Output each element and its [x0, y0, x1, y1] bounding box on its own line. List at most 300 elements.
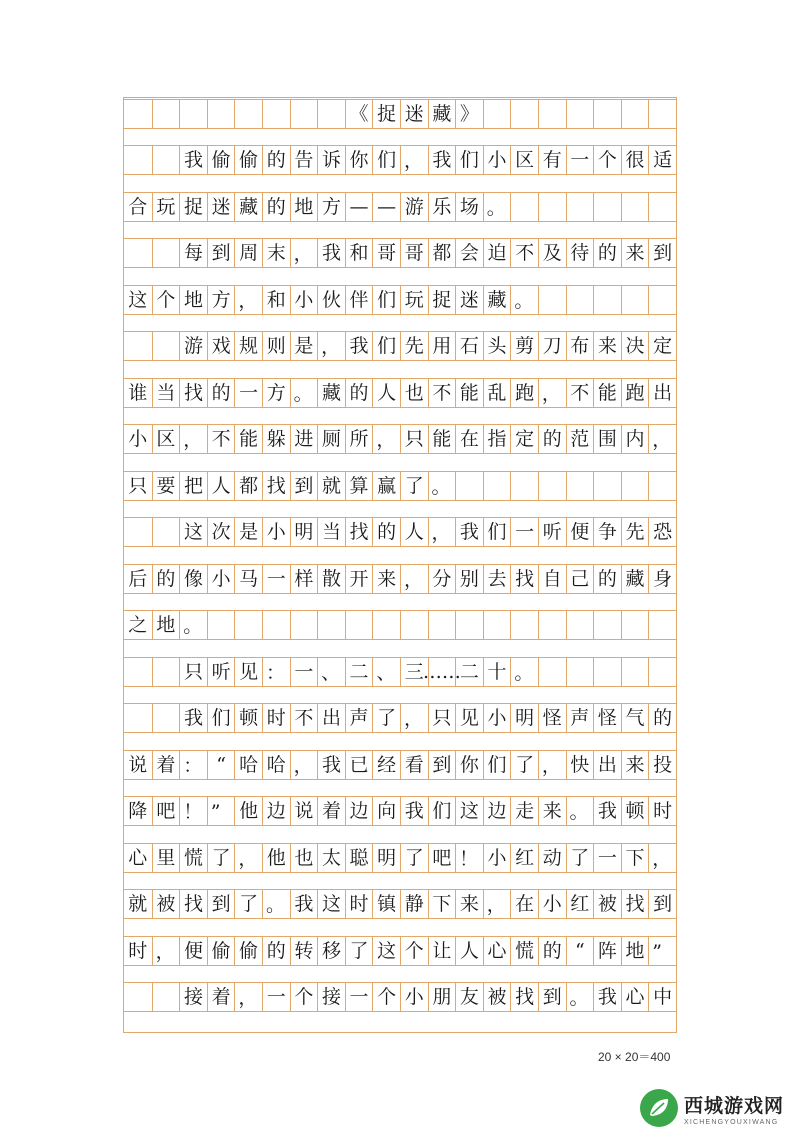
grid-cell: 被: [152, 890, 180, 918]
grid-cell: 了: [400, 472, 428, 500]
grid-cell: [207, 100, 235, 128]
grid-row: [124, 424, 676, 454]
grid-cell: “: [207, 751, 235, 779]
grid-cell: 指: [483, 425, 511, 453]
grid-cell: [428, 611, 456, 639]
grid-cell: 我: [179, 704, 207, 732]
grid-cell: 藏: [234, 193, 262, 221]
grid-cell: 转: [290, 937, 318, 965]
grid-cell: [152, 518, 180, 546]
grid-row: [124, 471, 676, 501]
grid-cell: 方: [317, 193, 345, 221]
grid-cell: 跑: [621, 379, 649, 407]
grid-cell: 合: [128, 195, 148, 218]
grid-cell: 乐: [428, 193, 456, 221]
grid-cell: 到: [428, 751, 456, 779]
grid-cell: 吧: [152, 797, 180, 825]
grid-cell: 定: [510, 425, 538, 453]
grid-cell: 只: [400, 425, 428, 453]
grid-cell: 说: [128, 753, 148, 776]
grid-cell: 来: [538, 797, 566, 825]
grid-cell: 次: [207, 518, 235, 546]
grid-cell: 静: [400, 890, 428, 918]
grid-cell: [124, 332, 152, 360]
grid-cell: [124, 100, 152, 128]
grid-cell: 哈: [262, 751, 290, 779]
grid-cell: [124, 146, 152, 174]
grid-cell: 也: [400, 379, 428, 407]
grid-cell: 偷: [207, 146, 235, 174]
grid-cell: 声: [345, 704, 373, 732]
grid-cell: 小: [483, 704, 511, 732]
grid-cell: 就: [317, 472, 345, 500]
grid-cell: 把: [179, 472, 207, 500]
grid-cell: 一: [290, 658, 318, 686]
grid-cell: [510, 193, 538, 221]
grid-cell: 明: [372, 844, 400, 872]
grid-cell: [621, 611, 649, 639]
grid-cell: [538, 193, 566, 221]
grid-cell: 慌: [510, 937, 538, 965]
grid-cell: [621, 193, 649, 221]
grid-cell: 地: [179, 286, 207, 314]
grid-cell: 了: [566, 844, 594, 872]
grid-cell: [207, 611, 235, 639]
grid-cell: 都: [428, 239, 456, 267]
grid-cell: 小: [262, 518, 290, 546]
grid-cell: [483, 472, 511, 500]
grid-cell: 告: [290, 146, 318, 174]
grid-cell: 样: [290, 565, 318, 593]
grid-cell: [593, 658, 621, 686]
grid-cell: 。: [483, 193, 511, 221]
grid-cell: 的: [262, 146, 290, 174]
grid-cell: 便: [179, 937, 207, 965]
grid-cell: [566, 100, 594, 128]
grid-cell: ，: [648, 844, 676, 872]
grid-row: [124, 936, 676, 966]
grid-row: [124, 889, 676, 919]
grid-cell: 们: [455, 146, 483, 174]
grid-cell: 《: [345, 100, 373, 128]
grid-cell: [538, 100, 566, 128]
grid-cell: 一: [234, 379, 262, 407]
grid-cell: 们: [483, 518, 511, 546]
grid-cell: 、: [317, 658, 345, 686]
grid-cell: 快: [566, 751, 594, 779]
grid-cell: [593, 611, 621, 639]
grid-cell: 方: [207, 286, 235, 314]
grid-cell: ，: [234, 983, 262, 1011]
grid-cell: 他: [234, 797, 262, 825]
grid-cell: ，: [317, 332, 345, 360]
grid-cell: [648, 286, 676, 314]
grid-cell: 个: [290, 983, 318, 1011]
grid-cell: 只: [428, 704, 456, 732]
grid-cell: ，: [234, 844, 262, 872]
grid-cell: 找: [510, 983, 538, 1011]
grid-cell: 围: [593, 425, 621, 453]
grid-cell: [317, 100, 345, 128]
grid-cell: 的: [262, 937, 290, 965]
grid-cell: 的: [372, 518, 400, 546]
grid-cell: 。: [566, 797, 594, 825]
grid-cell: 时: [648, 797, 676, 825]
grid-cell: 我: [345, 332, 373, 360]
grid-cell: 找: [179, 379, 207, 407]
grid-cell: 散: [317, 565, 345, 593]
grid-cell: 出: [648, 379, 676, 407]
grid-cell: [566, 658, 594, 686]
grid-cell: 我: [428, 146, 456, 174]
grid-cell: ，: [290, 239, 318, 267]
grid-cell: [621, 472, 649, 500]
grid-cell: 能: [234, 425, 262, 453]
grid-cell: 的: [345, 379, 373, 407]
grid-cell: [510, 100, 538, 128]
grid-cell: 我: [593, 797, 621, 825]
grid-cell: 到: [207, 890, 235, 918]
grid-cell: ……: [428, 658, 456, 686]
grid-cell: 身: [648, 565, 676, 593]
grid-cell: 自: [538, 565, 566, 593]
grid-cell: 迷: [400, 100, 428, 128]
grid-cell: 见: [455, 704, 483, 732]
composition-grid-paper: [123, 97, 677, 1033]
grid-cell: 藏: [428, 100, 456, 128]
grid-cell: [648, 611, 676, 639]
grid-cell: [152, 239, 180, 267]
grid-cell: 我: [593, 983, 621, 1011]
grid-cell: 怪: [538, 704, 566, 732]
grid-cell: [152, 658, 180, 686]
grid-cell: 慌: [179, 844, 207, 872]
grid-cell: ，: [234, 286, 262, 314]
grid-cell: 这: [372, 937, 400, 965]
grid-cell: 找: [262, 472, 290, 500]
grid-row: [124, 99, 676, 129]
grid-cell: 小: [128, 427, 148, 450]
grid-cell: 个: [372, 983, 400, 1011]
grid-cell: 像: [179, 565, 207, 593]
grid-cell: 定: [648, 332, 676, 360]
grid-cell: 。: [510, 286, 538, 314]
grid-cell: 、: [372, 658, 400, 686]
grid-cell: 小: [400, 983, 428, 1011]
grid-cell: 伙: [317, 286, 345, 314]
grid-cell: 。: [566, 983, 594, 1011]
grid-cell: 迷: [455, 286, 483, 314]
grid-row: [124, 238, 676, 268]
grid-cell: [593, 286, 621, 314]
grid-cell: 捉: [372, 100, 400, 128]
grid-cell: 的: [648, 704, 676, 732]
grid-cell: 都: [234, 472, 262, 500]
grid-cell: 一: [345, 983, 373, 1011]
grid-cell: [234, 611, 262, 639]
grid-cell: 别: [455, 565, 483, 593]
grid-row: [124, 285, 676, 315]
grid-cell: [290, 611, 318, 639]
grid-cell: [234, 100, 262, 128]
grid-cell: 的: [538, 425, 566, 453]
grid-cell: 诉: [317, 146, 345, 174]
grid-cell: 聪: [345, 844, 373, 872]
grid-cell: 躲: [262, 425, 290, 453]
logo-name: 西城游戏网: [684, 1094, 785, 1117]
grid-cell: ，: [400, 146, 428, 174]
grid-cell: 心: [483, 937, 511, 965]
grid-cell: 来: [372, 565, 400, 593]
grid-cell: —: [345, 193, 373, 221]
grid-cell: 之: [128, 613, 148, 636]
grid-cell: 声: [566, 704, 594, 732]
grid-cell: 出: [317, 704, 345, 732]
grid-cell: 石: [455, 332, 483, 360]
grid-cell: 规: [234, 332, 262, 360]
grid-cell: 所: [345, 425, 373, 453]
grid-cell: 能: [455, 379, 483, 407]
grid-cell: 阵: [593, 937, 621, 965]
grid-cell: 我: [290, 890, 318, 918]
grid-cell: 找: [621, 890, 649, 918]
grid-cell: 了: [345, 937, 373, 965]
grid-cell: 不: [510, 239, 538, 267]
grid-cell: [566, 286, 594, 314]
grid-cell: 是: [234, 518, 262, 546]
grid-cell: 说: [290, 797, 318, 825]
grid-cell: 游: [400, 193, 428, 221]
grid-row: [124, 378, 676, 408]
grid-cell: 不: [566, 379, 594, 407]
grid-cell: ，: [290, 751, 318, 779]
grid-cell: 只: [179, 658, 207, 686]
grid-cell: 移: [317, 937, 345, 965]
grid-cell: 后: [128, 567, 148, 590]
grid-cell: 人: [455, 937, 483, 965]
grid-count-label: 20 × 20＝400: [598, 1050, 671, 1064]
grid-cell: 待: [566, 239, 594, 267]
grid-cell: 的: [262, 193, 290, 221]
grid-cell: 们: [207, 704, 235, 732]
grid-row: [124, 657, 676, 687]
grid-cell: 个: [593, 146, 621, 174]
grid-cell: 场: [455, 193, 483, 221]
grid-cell: 去: [483, 565, 511, 593]
grid-cell: 刀: [538, 332, 566, 360]
grid-cell: 一: [593, 844, 621, 872]
grid-cell: [152, 983, 180, 1011]
grid-cell: ，: [538, 751, 566, 779]
grid-cell: 方: [262, 379, 290, 407]
grid-cell: 偷: [207, 937, 235, 965]
grid-row: [124, 982, 676, 1012]
grid-cell: 的: [538, 937, 566, 965]
grid-cell: 小: [538, 890, 566, 918]
grid-cell: “: [566, 937, 594, 965]
grid-cell: 算: [345, 472, 373, 500]
grid-cell: 能: [428, 425, 456, 453]
grid-cell: 到: [290, 472, 318, 500]
grid-cell: 了: [207, 844, 235, 872]
grid-cell: 和: [262, 286, 290, 314]
grid-cell: 我: [179, 146, 207, 174]
grid-cell: [483, 611, 511, 639]
grid-cell: 他: [262, 844, 290, 872]
grid-cell: [290, 100, 318, 128]
grid-cell: 们: [372, 146, 400, 174]
grid-cell: [648, 100, 676, 128]
grid-cell: ，: [400, 565, 428, 593]
grid-cell: [455, 472, 483, 500]
grid-cell: 当: [152, 379, 180, 407]
grid-cell: 找: [510, 565, 538, 593]
grid-cell: ”: [207, 797, 235, 825]
grid-cell: 二: [455, 658, 483, 686]
grid-cell: [538, 658, 566, 686]
grid-cell: 经: [372, 751, 400, 779]
grid-cell: 》: [455, 100, 483, 128]
grid-cell: [317, 611, 345, 639]
grid-cell: 不: [207, 425, 235, 453]
grid-cell: 分: [428, 565, 456, 593]
grid-cell: 范: [566, 425, 594, 453]
grid-cell: [621, 100, 649, 128]
grid-cell: 来: [621, 751, 649, 779]
grid-cell: 二: [345, 658, 373, 686]
grid-cell: 人: [400, 518, 428, 546]
grid-cell: [648, 658, 676, 686]
grid-cell: 一: [262, 983, 290, 1011]
grid-cell: 心: [128, 846, 148, 869]
grid-cell: 了: [234, 890, 262, 918]
grid-cell: 红: [566, 890, 594, 918]
grid-cell: 听: [207, 658, 235, 686]
grid-cell: 恐: [648, 518, 676, 546]
grid-cell: 先: [621, 518, 649, 546]
grid-cell: 明: [510, 704, 538, 732]
grid-cell: ”: [648, 937, 676, 965]
grid-cell: [152, 332, 180, 360]
grid-cell: 会: [455, 239, 483, 267]
grid-cell: 偷: [234, 146, 262, 174]
grid-cell: 藏: [483, 286, 511, 314]
grid-cell: 乱: [483, 379, 511, 407]
grid-cell: 边: [262, 797, 290, 825]
grid-cell: 到: [648, 239, 676, 267]
grid-cell: 走: [510, 797, 538, 825]
grid-cell: 们: [483, 751, 511, 779]
grid-cell: 听: [538, 518, 566, 546]
grid-cell: ，: [483, 890, 511, 918]
grid-cell: [566, 193, 594, 221]
grid-cell: 我: [317, 751, 345, 779]
grid-cell: ，: [538, 379, 566, 407]
grid-cell: 太: [317, 844, 345, 872]
grid-cell: 内: [621, 425, 649, 453]
grid-cell: 马: [234, 565, 262, 593]
grid-cell: 玩: [400, 286, 428, 314]
grid-cell: [538, 286, 566, 314]
grid-row: [124, 331, 676, 361]
grid-cell: 明: [290, 518, 318, 546]
grid-cell: 看: [400, 751, 428, 779]
grid-cell: ！: [179, 797, 207, 825]
grid-cell: 地: [152, 611, 180, 639]
grid-cell: 小: [483, 844, 511, 872]
grid-cell: 找: [345, 518, 373, 546]
grid-cell: 这: [128, 288, 148, 311]
grid-row: [124, 517, 676, 547]
grid-cell: 能: [593, 379, 621, 407]
grid-cell: 到: [648, 890, 676, 918]
grid-cell: 戏: [207, 332, 235, 360]
grid-cell: 出: [593, 751, 621, 779]
grid-cell: 接: [179, 983, 207, 1011]
grid-cell: 哈: [234, 751, 262, 779]
grid-cell: [372, 611, 400, 639]
grid-cell: 被: [593, 890, 621, 918]
grid-cell: [124, 658, 152, 686]
grid-cell: ：: [262, 658, 290, 686]
grid-cell: 哥: [372, 239, 400, 267]
grid-cell: 了: [372, 704, 400, 732]
grid-cell: 有: [538, 146, 566, 174]
grid-cell: [152, 100, 180, 128]
grid-cell: [124, 704, 152, 732]
grid-cell: ！: [455, 844, 483, 872]
grid-cell: [262, 100, 290, 128]
grid-cell: 的: [152, 565, 180, 593]
grid-cell: 要: [152, 472, 180, 500]
grid-cell: 迫: [483, 239, 511, 267]
grid-cell: 地: [621, 937, 649, 965]
grid-row: [124, 843, 676, 873]
grid-cell: 吧: [428, 844, 456, 872]
grid-cell: 来: [621, 239, 649, 267]
grid-cell: 己: [566, 565, 594, 593]
grid-cell: 赢: [372, 472, 400, 500]
grid-cell: 们: [372, 332, 400, 360]
grid-cell: 朋: [428, 983, 456, 1011]
grid-cell: 只: [128, 474, 148, 497]
grid-cell: 找: [179, 890, 207, 918]
grid-cell: 玩: [152, 193, 180, 221]
grid-cell: 每: [179, 239, 207, 267]
grid-cell: 的: [593, 239, 621, 267]
grid-cell: 里: [152, 844, 180, 872]
grid-cell: 开: [345, 565, 373, 593]
grid-cell: 及: [538, 239, 566, 267]
grid-cell: 的: [593, 565, 621, 593]
grid-cell: 跑: [510, 379, 538, 407]
grid-cell: 小: [483, 146, 511, 174]
grid-cell: 你: [455, 751, 483, 779]
grid-cell: 十: [483, 658, 511, 686]
grid-cell: 适: [648, 146, 676, 174]
grid-cell: 地: [290, 193, 318, 221]
grid-cell: ，: [428, 518, 456, 546]
grid-cell: 中: [648, 983, 676, 1011]
grid-cell: 是: [290, 332, 318, 360]
grid-cell: 和: [345, 239, 373, 267]
grid-cell: 了: [510, 751, 538, 779]
grid-cell: 我: [455, 518, 483, 546]
grid-cell: 哥: [400, 239, 428, 267]
grid-cell: 们: [428, 797, 456, 825]
grid-cell: 伴: [345, 286, 373, 314]
grid-cell: 着: [152, 751, 180, 779]
